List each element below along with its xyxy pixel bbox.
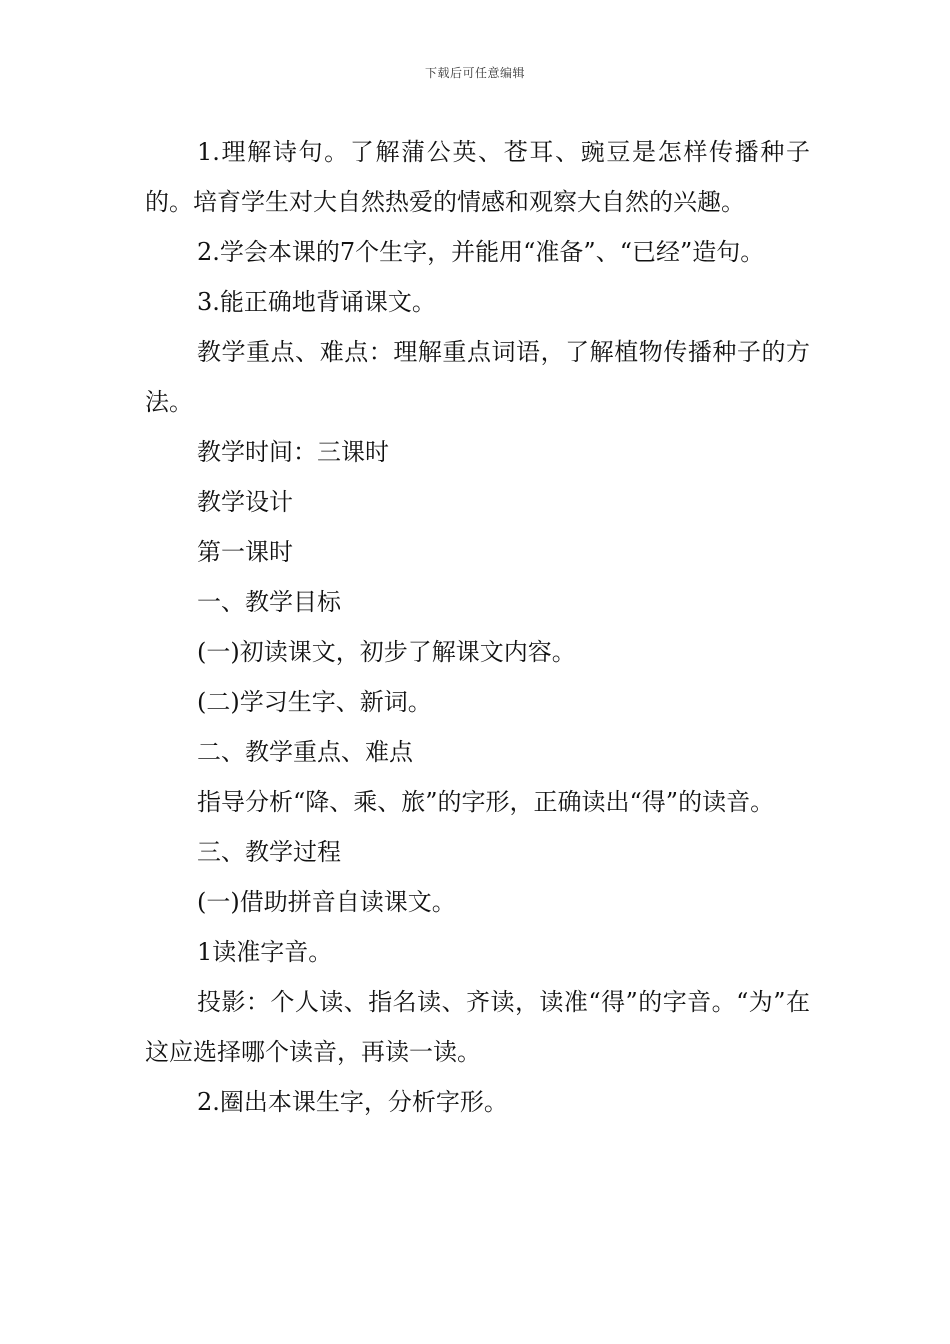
circle-characters-paragraph: 2.圈出本课生字，分析字形。 [197, 1088, 508, 1116]
section-3-heading: 三、教学过程 [197, 838, 341, 866]
objective-2-paragraph: 2.学会本课的7个生字，并能用“准备”、“已经”造句。 [197, 238, 765, 266]
first-lesson-heading: 第一课时 [197, 538, 293, 566]
glyph-analysis-paragraph: 指导分析“降、乘、旅”的字形，正确读出“得”的读音。 [197, 788, 775, 816]
document-body [145, 127, 810, 1127]
teaching-design-heading: 教学设计 [197, 488, 293, 516]
objective-1-paragraph: 1.理解诗句。了解蒲公英、苍耳、豌豆是怎样传播种子的。培育学生对大自然热爱的情感和观察大自然的兴趣。 [145, 138, 810, 216]
read-sounds-paragraph: 1读准字音。 [197, 938, 333, 966]
key-points-paragraph: 教学重点、难点：理解重点词语，了解植物传播种子的方法。 [145, 338, 810, 416]
section-2-heading: 二、教学重点、难点 [197, 738, 413, 766]
step-1-heading: (一)借助拼音自读课文。 [197, 888, 456, 916]
page-header: 下载后可任意编辑 [424, 66, 525, 80]
teaching-time-paragraph: 教学时间：三课时 [197, 438, 389, 466]
goal-1-paragraph: (一)初读课文，初步了解课文内容。 [197, 638, 576, 666]
goal-2-paragraph: (二)学习生字、新词。 [197, 688, 432, 716]
section-1-heading: 一、教学目标 [197, 588, 341, 616]
objective-3-paragraph: 3.能正确地背诵课文。 [197, 288, 436, 316]
projection-paragraph: 投影：个人读、指名读、齐读，读准“得”的字音。“为”在这应选择哪个读音，再读一读。 [145, 988, 810, 1066]
